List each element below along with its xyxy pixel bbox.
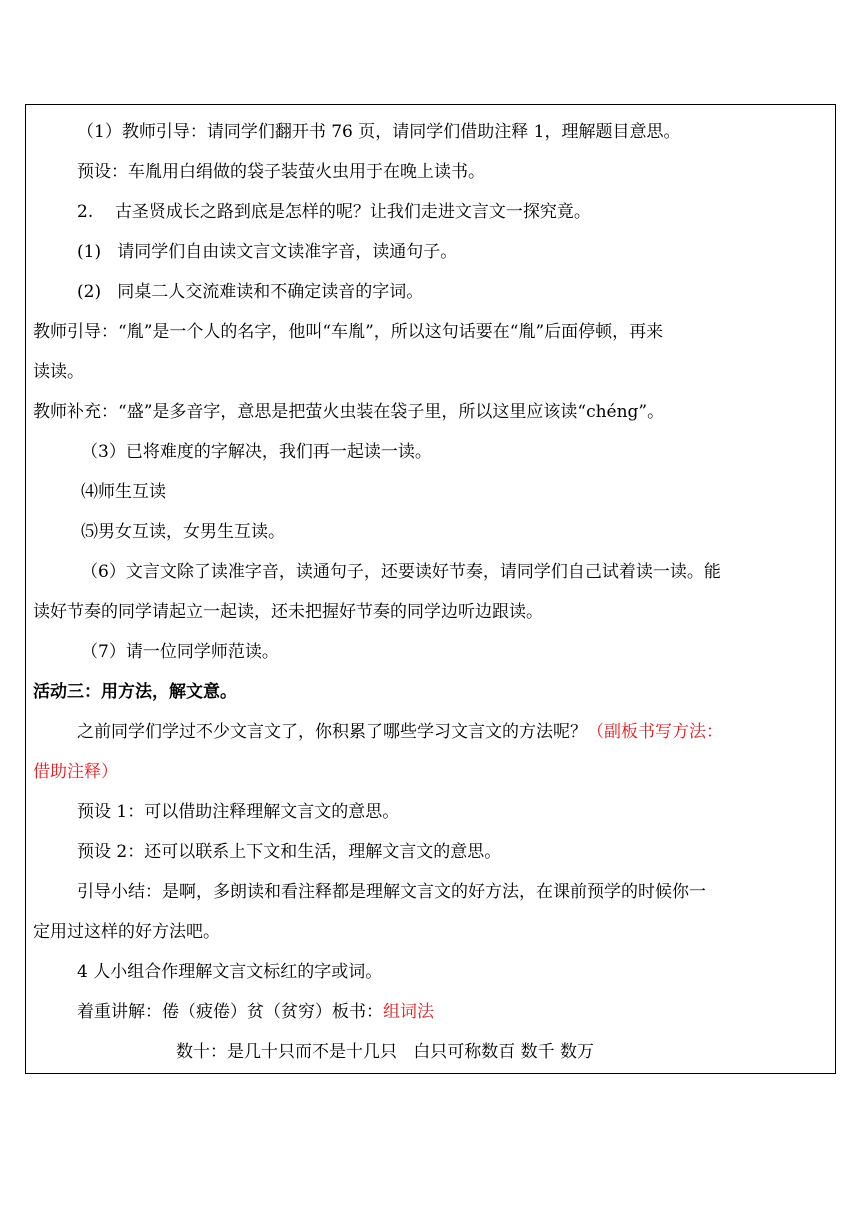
line-step-2-1: (1) 请同学们自由读文言文读准字音，读通句子。 — [77, 242, 458, 262]
line-preset-3: 预设 2：还可以联系上下文和生活，理解文言文的意思。 — [77, 842, 502, 862]
line-preset-1: 预设：车胤用白绢做的袋子装萤火虫用于在晚上读书。 — [77, 162, 485, 182]
line-step-7: （7）请一位同学师范读。 — [81, 642, 279, 662]
line-teacher-supplement: 教师补充：“盛”是多音字，意思是把萤火虫装在袋子里，所以这里应该读“chéng”。 — [33, 402, 665, 422]
line-step-2: 2. 古圣贤成长之路到底是怎样的呢？让我们走进文言文一探究竟。 — [77, 202, 591, 222]
line-group-work: 4 人小组合作理解文言文标红的字或词。 — [77, 962, 383, 982]
line-step-6a: （6）文言文除了读准字音，读通句子，还要读好节奏，请同学们自己试着读一读。能 — [81, 562, 721, 582]
board-note-red: （副板书写方法： — [587, 722, 723, 742]
line-shushi-explain: 数十：是几十只而不是十几只 白只可称数百 数千 数万 — [176, 1042, 595, 1062]
line-step-3: （3）已将难度的字解决，我们再一起读一读。 — [81, 442, 432, 462]
board-note-red-cont: 借助注释） — [33, 762, 118, 782]
activity-3-heading: 活动三：用方法，解文意。 — [33, 682, 237, 702]
line-teacher-guide-1: （1）教师引导：请同学们翻开书 76 页，请同学们借助注释 1，理解题目意思。 — [77, 122, 681, 142]
line-step-4: ⑷师生互读 — [81, 482, 166, 502]
line-step-6b: 读好节奏的同学请起立一起读，还未把握好节奏的同学边听边跟读。 — [33, 602, 543, 622]
focus-explain-text: 着重讲解：倦（疲倦）贫（贫穷）板书： — [77, 1002, 383, 1022]
line-summary-a: 引导小结：是啊，多朗读和看注释都是理解文言文的好方法，在课前预学的时候你一 — [77, 882, 706, 902]
line-teacher-guide-2a: 教师引导：“胤”是一个人的名字，他叫“车胤”，所以这句话要在“胤”后面停顿，再来 — [33, 322, 664, 342]
line-teacher-guide-2b: 读读。 — [33, 362, 84, 382]
method-question-text: 之前同学们学过不少文言文了，你积累了哪些学习文言文的方法呢？ — [77, 722, 587, 742]
line-focus-explain — [33, 992, 833, 1032]
line-method-question — [33, 712, 833, 752]
board-word-method: 组词法 — [383, 1002, 434, 1022]
lesson-content — [33, 112, 833, 1072]
line-summary-b: 定用过这样的好方法吧。 — [33, 922, 220, 942]
line-step-5: ⑸男女互读，女男生互读。 — [81, 522, 285, 542]
line-preset-2: 预设 1：可以借助注释理解文言文的意思。 — [77, 802, 400, 822]
line-step-2-2: (2) 同桌二人交流难读和不确定读音的字词。 — [77, 282, 424, 302]
